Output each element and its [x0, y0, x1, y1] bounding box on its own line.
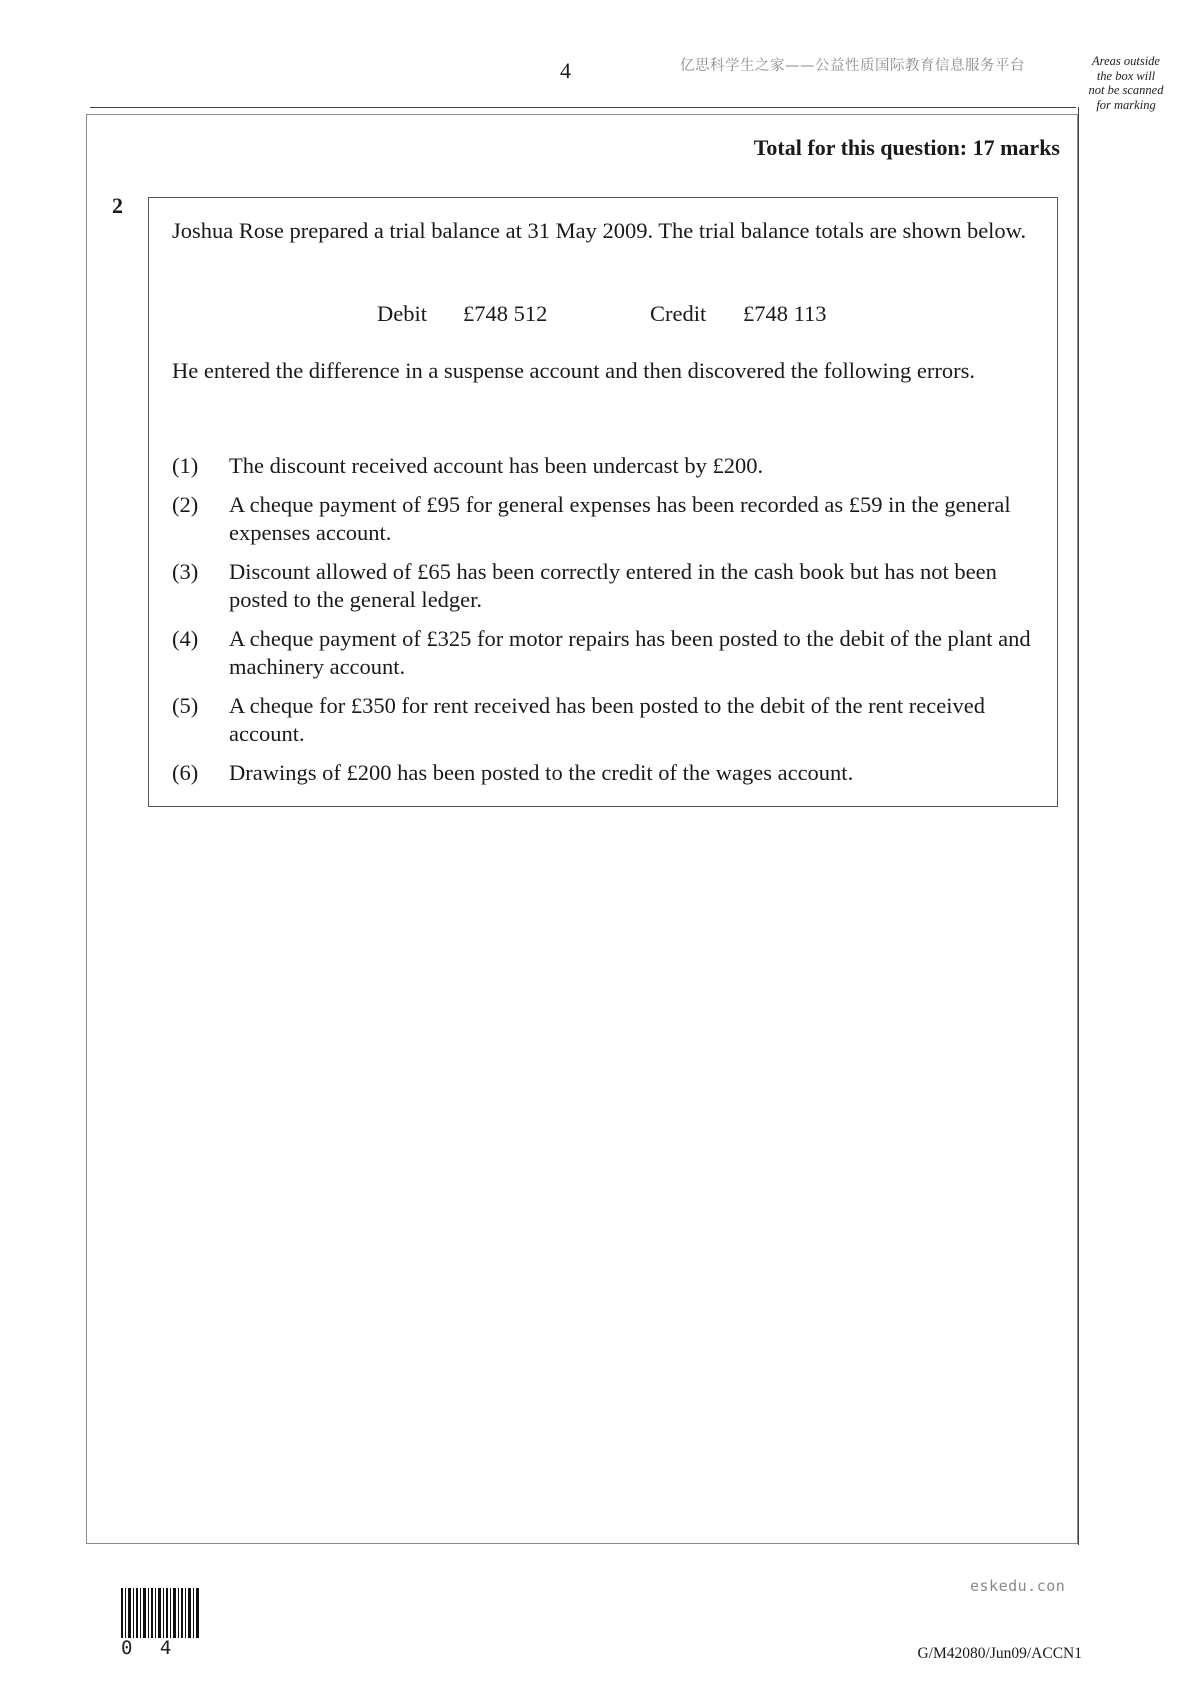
question-intro: Joshua Rose prepared a trial balance at 31 May 2009. The trial balance totals are shown below. — [172, 218, 1027, 243]
error-number: (5) — [172, 693, 199, 718]
error-text: Drawings of £200 has been posted to the credit of the wages account. — [229, 760, 854, 785]
total-marks-label: Total for this question: 17 marks — [753, 135, 1060, 160]
credit-label: Credit — [650, 301, 707, 326]
header-rule — [90, 107, 1076, 108]
credit-total: £748 113 — [743, 301, 827, 326]
error-number: (3) — [172, 559, 199, 584]
debit-total: £748 512 — [463, 301, 548, 326]
watermark-footer: eskedu.con — [970, 1577, 1066, 1595]
question-number: 2 — [112, 193, 123, 218]
question-followup: He entered the difference in a suspense account and then discovered the following errors. — [172, 358, 976, 383]
error-item — [172, 692, 1048, 748]
error-text: Discount allowed of £65 has been correctly entered in the cash book but has not been posted to the general ledger. — [229, 559, 997, 612]
margin-note — [1076, 54, 1176, 112]
error-number: (2) — [172, 492, 199, 517]
paper-reference: G/M42080/Jun09/ACCN1 — [917, 1645, 1082, 1662]
error-item — [172, 452, 1048, 480]
barcode-icon — [121, 1588, 199, 1638]
margin-rule — [1078, 107, 1079, 1545]
margin-note-line: not be scanned — [1088, 83, 1164, 97]
error-text: The discount received account has been undercast by £200. — [229, 453, 764, 478]
margin-note-line: for marking — [1096, 97, 1156, 112]
margin-note-line: the box will — [1096, 68, 1156, 83]
error-text: A cheque for £350 for rent received has been posted to the debit of the rent received account. — [229, 693, 985, 746]
error-number: (6) — [172, 760, 199, 785]
error-item — [172, 558, 1048, 614]
errors-list — [172, 452, 1048, 798]
barcode-digits: 0 4 — [121, 1637, 180, 1659]
page-number: 4 — [560, 58, 571, 83]
error-number: (1) — [172, 453, 199, 478]
error-text: A cheque payment of £325 for motor repairs has been posted to the debit of the plant and machinery account. — [229, 626, 1031, 679]
watermark-header: 亿思科学生之家——公益性质国际教育信息服务平台 — [680, 58, 1025, 74]
error-item — [172, 625, 1048, 681]
margin-note-line: Areas outside — [1092, 54, 1160, 68]
debit-label: Debit — [377, 301, 427, 326]
error-number: (4) — [172, 626, 199, 651]
error-item — [172, 759, 1048, 787]
error-item — [172, 491, 1048, 547]
error-text: A cheque payment of £95 for general expenses has been recorded as £59 in the general expenses account. — [229, 492, 1011, 545]
